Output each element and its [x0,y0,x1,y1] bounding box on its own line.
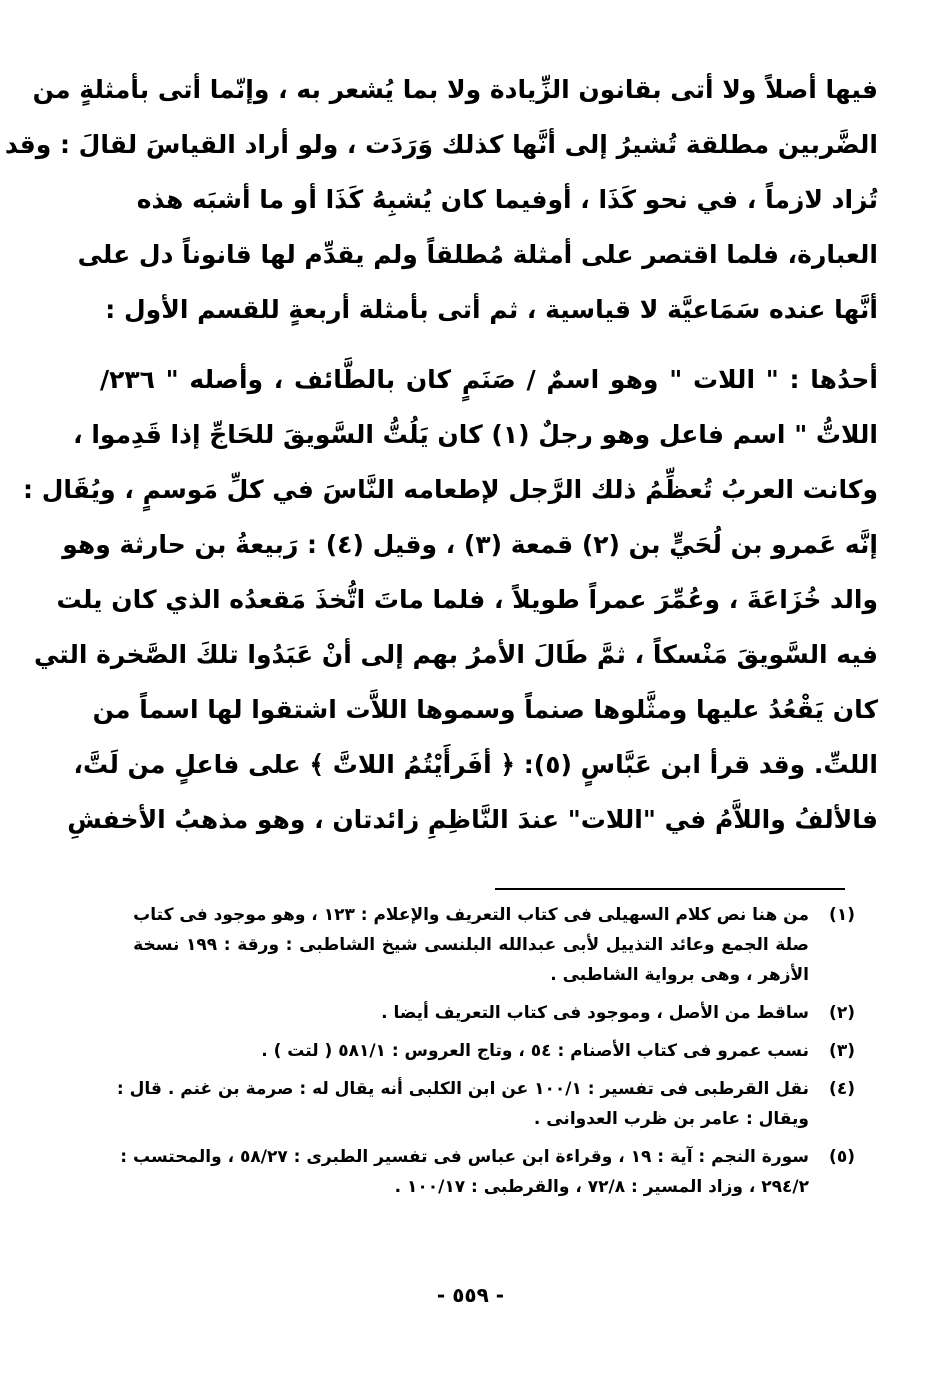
footnote-body [117,1074,809,1134]
text-line: الضَّربين مطلقة تُشيرُ إلى أنَّها كذلك وَرَدَت ، ولو أراد القياسَ لقالَ : وقد [4,130,878,159]
footnote-number: (٣) [829,1041,855,1061]
footnote [160,1036,855,1066]
paragraph [23,352,878,847]
footnote-line: سورة النجم : آية : ١٩ ، وقراءة ابن عباس فى تفسير الطبرى : ٥٨/٢٧ ، والمحتسب : [120,1147,809,1167]
main-text [4,62,878,847]
footnote-line: صلة الجمع وعائد التذييل لأبى عبدالله البلنسى شيخ الشاطبى : ورقة : ١٩٩ نسخة [133,935,809,955]
text-line: إنَّه عَمرو بن لُحَيٍّ بن (٢) قمعة (٣) ، وقيل (٤) : رَبيعةُ بن حارثة وهو [62,530,878,559]
page-number: - ٥٥٩ - [436,1283,505,1307]
footnote [160,998,855,1028]
text-line: أحدُها : " اللات " وهو اسمٌ / صَنَمٍ كان بالطَّائف ، وأصله " ٢٣٦/ [100,365,878,394]
text-line: فالألفُ واللاَّمُ في "اللات" عندَ النَّاظِمِ زائدتان ، وهو مذهبُ الأخفشِ [67,805,878,834]
footnote-line: نسب عمرو فى كتاب الأصنام : ٥٤ ، وتاج العروس : ٥٨١/١ ( لتت ) . [261,1041,809,1061]
footnote [120,1142,855,1202]
text-line: أنَّها عنده سَمَاعيَّة لا قياسية ، ثم أتى بأمثلة أربعةٍ للقسم الأول : [105,295,878,324]
text-line: العبارة، فلما اقتصر على أمثلة مُطلقاً ولم يقدِّم لها قانوناً دل على [77,240,878,269]
footnote-body [133,900,809,990]
footnote-number: (١) [829,905,855,925]
footnote-number: (٥) [829,1147,855,1167]
text-line: تُزاد لازماً ، في نحو كَذَا ، أوفيما كان يُشبِهُ كَذَا أو ما أشبَه هذه [136,185,878,214]
footnote-line: نقل القرطبى فى تفسير : ١٠٠/١ عن ابن الكلبى أنه يقال له : صرمة بن غنم . قال : [116,1079,809,1099]
footnote-line: ٢٩٤/٢ ، وزاد المسير : ٧٢/٨ ، والقرطبى : ١٠٠/١٧ . [394,1177,809,1197]
footnote-line: ويقال : عامر بن ظرب العدوانى . [533,1109,809,1129]
footnote-number: (٤) [829,1079,855,1099]
footnote-body [120,1142,809,1202]
footnotes [116,900,855,1210]
text-line: فيها أصلاً ولا أتى بقانون الزِّيادة ولا بما يُشعر به ، وإنّما أتى بأمثلةٍ من [32,75,878,104]
paragraph [4,62,878,337]
text-line: والد خُزَاعَةَ ، وعُمِّرَ عمراً طويلاً ، فلما ماتَ اتُّخذَ مَقعدُه الذي كان يلت [56,585,878,614]
text-line: اللاتُّ " اسم فاعل وهو رجلٌ (١) كان يَلُتُّ السَّويقَ للحَاجِّ إذا قَدِموا ، [73,420,878,449]
text-line: وكانت العربُ تُعظِّمُ ذلك الرَّجل لإطعامه النَّاسَ في كلِّ مَوسمٍ ، ويُقَال : [23,475,878,504]
footnote [133,900,855,990]
footnote-divider [495,888,845,890]
footnote-line: من هنا نص كلام السهيلى فى كتاب التعريف والإعلام : ١٢٣ ، وهو موجود فى كتاب [133,905,809,925]
text-line: اللتِّ. وقد قرأ ابن عَبَّاسٍ (٥): ﴿ أفَرأَيْتُمُ اللاتَّ ﴾ على فاعلٍ من لَتَّ، [73,750,878,779]
footnote [116,1074,855,1134]
footnote-line: ساقط من الأصل ، وموجود فى كتاب التعريف أيضا . [381,1003,809,1023]
footnote-line: الأزهر ، وهى برواية الشاطبى . [550,965,809,985]
text-line: كان يَقْعُدُ عليها ومثَّلوها صنماً وسموها اللاَّت اشتقوا لها اسماً من [92,695,878,724]
footnote-body [160,1036,809,1066]
footnote-body [160,998,809,1028]
text-line: فيه السَّويقَ مَنْسكاً ، ثمَّ طَالَ الأمرُ بهم إلى أنْ عَبَدُوا تلكَ الصَّخرة التي [34,640,878,669]
footnote-number: (٢) [829,1003,855,1023]
